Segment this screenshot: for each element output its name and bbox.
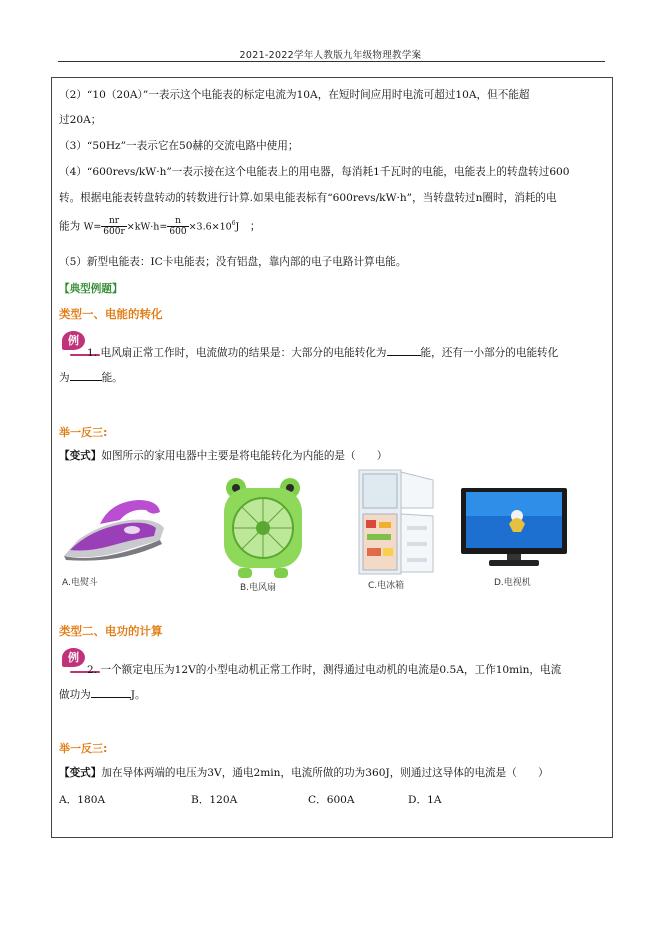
fridge-image bbox=[357, 468, 437, 576]
variant-1-tag: 【变式】 bbox=[59, 450, 102, 462]
intro-line-5: 转。根据电能表转盘转动的转数进行计算.如果电能表标有“600revs/kW·h”，当转盘转过n圈时，消耗的电 bbox=[59, 192, 557, 204]
q1-text-c: 为 bbox=[59, 372, 70, 384]
figure-caption-c: C.电冰箱 bbox=[368, 581, 405, 591]
fraction-1-den: 600r bbox=[103, 227, 125, 237]
variant-1-text: 如图所示的家用电器中主要是将电能转化为内能的是（ ） bbox=[101, 450, 388, 462]
intro-line-1: （2）“10（20A）”一表示这个电能表的标定电流为10A，在短时间应用时电流可超过10A，但不能超 bbox=[59, 89, 530, 101]
question-1-line-2 bbox=[59, 370, 123, 385]
formula-unit: J bbox=[235, 221, 240, 233]
q2-text-c: J。 bbox=[130, 689, 146, 701]
q1-text-b: 能，还有一小部分的电能转化 bbox=[420, 347, 559, 359]
q2-text-b: 做功为 bbox=[59, 689, 91, 701]
practice-heading-2: 举一反三: bbox=[59, 742, 108, 755]
q1-blank-1[interactable] bbox=[387, 345, 421, 356]
formula-end: ； bbox=[249, 220, 261, 233]
q1-blank-2[interactable] bbox=[70, 370, 102, 381]
intro-line-3: （3）“50Hz”一表示它在50赫的交流电路中使用； bbox=[59, 140, 299, 152]
fraction-2-num: n bbox=[167, 216, 188, 227]
q2-blank[interactable] bbox=[91, 687, 131, 698]
practice-heading-1: 举一反三: bbox=[59, 426, 108, 439]
formula-tail: ×3.6×10 bbox=[188, 221, 232, 233]
example-badge-1: 例 bbox=[62, 331, 85, 350]
variant-1 bbox=[59, 448, 387, 463]
formula-prefix: 能为 bbox=[59, 220, 81, 233]
question-2-line-1: 2. 一个额定电压为12V的小型电动机正常工作时，测得通过电动机的电流是0.5A，工作10min，电流 bbox=[87, 664, 562, 676]
fan-image bbox=[220, 476, 306, 580]
question-1-line-1 bbox=[87, 345, 558, 360]
section-title: 【典型例题】 bbox=[59, 283, 123, 295]
iron-image bbox=[60, 490, 170, 572]
fraction-2 bbox=[167, 216, 188, 237]
formula-exponent: 6 bbox=[231, 219, 236, 227]
type1-title: 类型一、电能的转化 bbox=[59, 307, 163, 321]
example-badge-2: 例 bbox=[62, 648, 85, 667]
option-c[interactable]: C．600A bbox=[308, 794, 355, 806]
fraction-2-den: 600 bbox=[169, 227, 187, 237]
formula-w: W= bbox=[83, 221, 102, 233]
tv-image bbox=[459, 486, 569, 570]
header-rule bbox=[58, 61, 605, 62]
energy-formula bbox=[59, 216, 261, 237]
intro-line-4: （4）“600revs/kW·h”一表示接在这个电能表上的用电器，每消耗1千瓦时的电能，电能表上的转盘转过600 bbox=[59, 166, 570, 178]
variant-2 bbox=[59, 765, 549, 780]
fraction-1 bbox=[101, 216, 126, 237]
variant-2-tag: 【变式】 bbox=[59, 767, 102, 779]
figure-caption-a: A.电熨斗 bbox=[62, 578, 98, 588]
variant-2-text: 加在导体两端的电压为3V，通电2min，电流所做的功为360J，则通过这导体的电流是（ ） bbox=[101, 767, 549, 779]
intro-line-6: （5）新型电能表：IC卡电能表；没有铝盘，靠内部的电子电路计算电能。 bbox=[59, 256, 407, 268]
page-header: 2021-2022学年人教版九年级物理教学案 bbox=[239, 50, 422, 61]
formula-mid: ×kW·h= bbox=[126, 221, 168, 233]
figure-caption-d: D.电视机 bbox=[494, 578, 531, 588]
fraction-1-num: nr bbox=[101, 216, 126, 227]
figure-caption-b: B.电风扇 bbox=[240, 583, 277, 593]
q1-text-a: 1. 电风扇正常工作时，电流做功的结果是：大部分的电能转化为 bbox=[87, 347, 387, 359]
option-a[interactable]: A．180A bbox=[59, 794, 106, 806]
question-2-line-2 bbox=[59, 687, 146, 702]
intro-line-2: 过20A； bbox=[59, 114, 102, 126]
option-d[interactable]: D．1A bbox=[408, 794, 442, 806]
q1-text-d: 能。 bbox=[101, 372, 123, 384]
option-b[interactable]: B．120A bbox=[191, 794, 238, 806]
type2-title: 类型二、电功的计算 bbox=[59, 624, 163, 638]
